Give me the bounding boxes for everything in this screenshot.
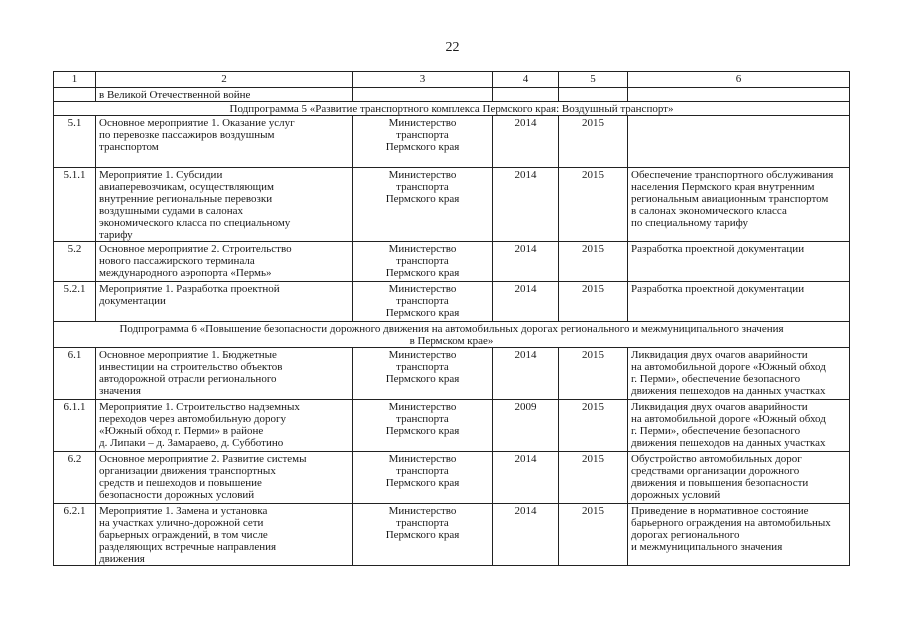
expected-result-line: Разработка проектной документации (631, 243, 805, 255)
executor-line: Министерство (388, 283, 457, 295)
column-number: 6 (628, 72, 850, 88)
expected-result (628, 282, 850, 322)
executor-line: Пермского края (385, 529, 460, 541)
column-number: 1 (54, 72, 96, 88)
measure-name-line: Основное мероприятие 1. Оказание услуг (99, 117, 295, 129)
measure-name-line: внутренние региональные перевозки (99, 193, 273, 205)
executor (353, 116, 493, 168)
expected-result-line: дорожных условий (631, 489, 721, 501)
column-number: 2 (96, 72, 353, 88)
measure-name-line: Мероприятие 1. Замена и установка (99, 505, 268, 517)
measure-name-line: авиаперевозчикам, осуществляющим (99, 181, 274, 193)
executor-line: Министерство (388, 117, 457, 129)
executor-line: транспорта (396, 361, 449, 373)
executor-line: Пермского края (385, 477, 460, 489)
executor-line: Пермского края (385, 307, 460, 319)
subprogram-6-row (54, 322, 850, 348)
column-number: 5 (559, 72, 628, 88)
end-year: 2015 (559, 348, 628, 400)
row-number: 6.1.1 (54, 400, 96, 452)
executor-line: транспорта (396, 517, 449, 529)
measure-name-line: Мероприятие 1. Строительство надземных (99, 401, 300, 413)
table-row (54, 504, 850, 566)
table-row (54, 282, 850, 322)
row-number: 5.1 (54, 116, 96, 168)
measure-name-line: по перевозке пассажиров воздушным (99, 129, 275, 141)
expected-result-line: региональным авиационным транспортом (631, 193, 829, 205)
executor (353, 348, 493, 400)
expected-result (628, 242, 850, 282)
start-year: 2014 (493, 116, 559, 168)
page-number: 22 (445, 40, 460, 55)
executor-line: транспорта (396, 255, 449, 267)
expected-result (628, 452, 850, 504)
expected-result-line: Обеспечение транспортного обслуживания (631, 169, 834, 181)
column-number-row (54, 72, 850, 88)
expected-result-line: и межмуниципального значения (631, 541, 783, 553)
expected-result-line: движения и повышения безопасности (631, 477, 809, 489)
row-number: 5.2.1 (54, 282, 96, 322)
expected-result-line: г. Перми», обеспечение безопасного (631, 425, 801, 437)
measure-name-line: переходов через автомобильную дорогу (99, 413, 287, 425)
expected-result-line: Ликвидация двух очагов аварийности (631, 401, 808, 413)
subprogram-title (54, 322, 850, 348)
measure-name (96, 504, 353, 566)
executor-line: Пермского края (385, 267, 460, 279)
expected-result-line: Приведение в нормативное состояние (631, 505, 809, 517)
executor-line: транспорта (396, 129, 449, 141)
measure-name-line: воздушными судами в салонах (99, 205, 244, 217)
expected-result (628, 116, 850, 168)
measure-name-line: нового пассажирского терминала (99, 255, 255, 267)
expected-result-line: средствами организации дорожного (631, 465, 800, 477)
expected-result (628, 168, 850, 242)
column-number: 4 (493, 72, 559, 88)
table-row (54, 400, 850, 452)
expected-result-line: Обустройство автомобильных дорог (631, 453, 802, 465)
measure-name (96, 282, 353, 322)
expected-result-line: на автомобильной дороге «Южный обход (631, 361, 826, 373)
expected-result-line: по специальному тарифу (631, 217, 748, 229)
measure-name-line: документации (99, 295, 166, 307)
measures-table (53, 71, 850, 566)
executor (353, 400, 493, 452)
measure-name-line: безопасности дорожных условий (99, 489, 255, 501)
row-number: 6.2.1 (54, 504, 96, 566)
executor-line: Пермского края (385, 373, 460, 385)
measure-name-line: инвестиции на строительство объектов (99, 361, 283, 373)
measure-name (96, 242, 353, 282)
measure-name (96, 348, 353, 400)
expected-result-line: г. Перми», обеспечение безопасного (631, 373, 801, 385)
executor-line: Министерство (388, 505, 457, 517)
measure-name-line: движения (99, 553, 145, 565)
measure-name-line: Мероприятие 1. Субсидии (99, 169, 223, 181)
executor (353, 282, 493, 322)
measure-name-line: значения (99, 385, 141, 397)
executor-line: Министерство (388, 349, 457, 361)
measure-name-line: тарифу (99, 229, 133, 241)
measure-name-line: Основное мероприятие 1. Бюджетные (99, 349, 277, 361)
executor-line: Министерство (388, 453, 457, 465)
executor-line: транспорта (396, 413, 449, 425)
executor-line: транспорта (396, 465, 449, 477)
executor-line: Пермского края (385, 193, 460, 205)
executor-line: Министерство (388, 401, 457, 413)
subprogram-5-row (54, 102, 850, 116)
expected-result (628, 348, 850, 400)
expected-result-line: населения Пермского края внутренним (631, 181, 815, 193)
measure-name-line: Мероприятие 1. Разработка проектной (99, 283, 280, 295)
table-row (54, 242, 850, 282)
row-number: 5.2 (54, 242, 96, 282)
measure-name-line: Основное мероприятие 2. Строительство (99, 243, 292, 255)
executor-line: транспорта (396, 181, 449, 193)
executor (353, 168, 493, 242)
end-year: 2015 (559, 504, 628, 566)
expected-result-line: Ликвидация двух очагов аварийности (631, 349, 808, 361)
subprogram-title-line: в Пермском крае» (409, 335, 494, 347)
expected-result-line: барьерного ограждения на автомобильных (631, 517, 831, 529)
column-number: 3 (353, 72, 493, 88)
expected-result-line: движения пешеходов на данных участках (631, 385, 826, 397)
executor-line: Министерство (388, 243, 457, 255)
measure-name (96, 116, 353, 168)
continuation-row (54, 88, 850, 102)
end-year: 2015 (559, 400, 628, 452)
row-number: 6.2 (54, 452, 96, 504)
table-row (54, 168, 850, 242)
measure-name-line: разделяющих встречные направления (99, 541, 277, 553)
start-year: 2014 (493, 452, 559, 504)
measure-name-line: на участках улично-дорожной сети (99, 517, 264, 529)
expected-result-line: на автомобильной дороге «Южный обход (631, 413, 826, 425)
measure-name-line: барьерных ограждений, в том числе (99, 529, 268, 541)
table-row (54, 348, 850, 400)
start-year: 2014 (493, 168, 559, 242)
end-year: 2015 (559, 116, 628, 168)
executor-line: транспорта (396, 295, 449, 307)
expected-result-line: Разработка проектной документации (631, 283, 805, 295)
executor-line: Пермского края (385, 425, 460, 437)
row-number: 5.1.1 (54, 168, 96, 242)
end-year: 2015 (559, 168, 628, 242)
table-row (54, 116, 850, 168)
expected-result-line: движения пешеходов на данных участках (631, 437, 826, 449)
start-year: 2014 (493, 242, 559, 282)
expected-result (628, 400, 850, 452)
end-year: 2015 (559, 282, 628, 322)
measure-name (96, 452, 353, 504)
end-year: 2015 (559, 452, 628, 504)
measure-name-line: «Южный обход г. Перми» в районе (99, 425, 264, 437)
measure-name-line: д. Липаки – д. Замараево, д. Субботино (99, 437, 284, 449)
expected-result-line: в салонах экономического класса (631, 205, 787, 217)
subprogram-title: Подпрограмма 5 «Развитие транспортного комплекса Пермского края: Воздушный транспорт» (54, 102, 850, 116)
executor-line: Министерство (388, 169, 457, 181)
measure-name-line: международного аэропорта «Пермь» (99, 267, 272, 279)
expected-result-line: дорогах регионального (631, 529, 740, 541)
start-year: 2014 (493, 282, 559, 322)
start-year: 2009 (493, 400, 559, 452)
measure-name-line: Основное мероприятие 2. Развитие системы (99, 453, 307, 465)
end-year: 2015 (559, 242, 628, 282)
start-year: 2014 (493, 504, 559, 566)
executor (353, 504, 493, 566)
measure-name-line: транспортом (99, 141, 159, 153)
executor (353, 242, 493, 282)
start-year: 2014 (493, 348, 559, 400)
measure-name (96, 168, 353, 242)
subprogram-title-line: Подпрограмма 6 «Повышение безопасности дорожного движения на автомобильных дорогах регионального и межмуниципального значения (119, 323, 784, 335)
table-row (54, 452, 850, 504)
executor (353, 452, 493, 504)
measure-name-line: организации движения транспортных (99, 465, 276, 477)
measure-name-line: экономического класса по специальному (99, 217, 291, 229)
row-number: 6.1 (54, 348, 96, 400)
measure-name-line: средств и пешеходов и повышение (99, 477, 262, 489)
continuation-text: в Великой Отечественной войне (96, 88, 353, 102)
executor-line: Пермского края (385, 141, 460, 153)
expected-result (628, 504, 850, 566)
measure-name-line: автодорожной отрасли регионального (99, 373, 277, 385)
measure-name (96, 400, 353, 452)
